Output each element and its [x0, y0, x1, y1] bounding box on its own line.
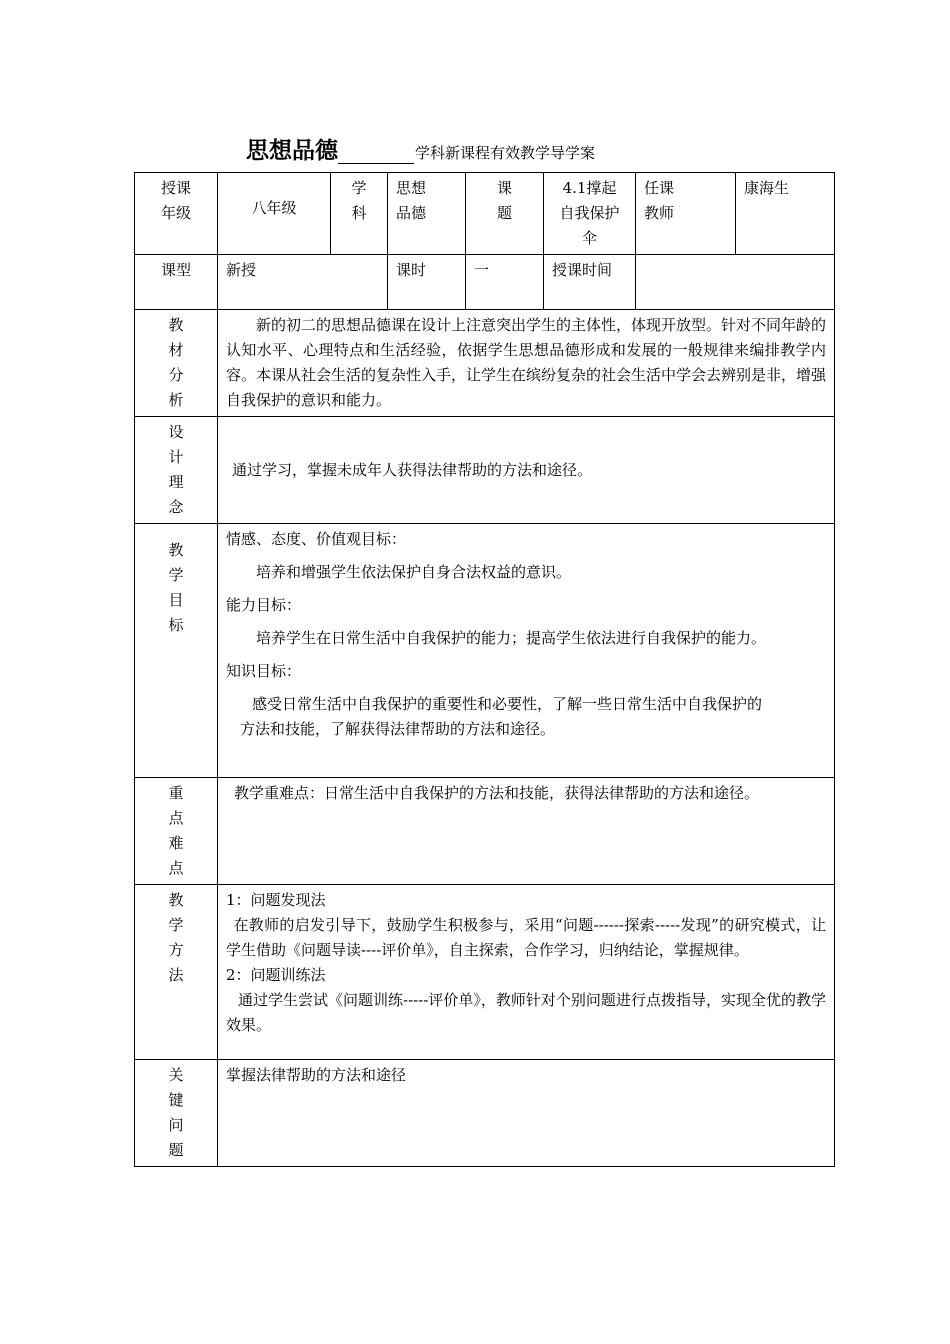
- teacher-label: 任课 教师: [636, 173, 736, 255]
- concept-text: 通过学习，掌握未成年人获得法律帮助的方法和途径。: [218, 417, 835, 524]
- lesson-plan-table: [134, 172, 835, 1167]
- subject-label: 学 科: [331, 173, 388, 255]
- type-label: 课型: [135, 255, 218, 310]
- time-value: [636, 255, 835, 310]
- method-2-text: 通过学生尝试《问题训练-----评价单》，教师针对个别问题进行点拨指导，实现全优的教学效果。: [226, 991, 826, 1034]
- goals-label: 教 学 目 标: [135, 524, 218, 778]
- analysis-text: 新的初二的思想品德课在设计上注意突出学生的主体性，体现开放型。针对不同年龄的认知水平、心理特点和生活经验，依据学生思想品德形成和发展的一般规律来编排教学内容。本课从社会生活的复杂性入手，让学生在缤纷复杂的社会生活中学会去辨别是非，增强自我保护的意识和能力。: [218, 310, 835, 417]
- concept-label: 设 计 理 念: [135, 417, 218, 524]
- row-header-info: [135, 173, 835, 255]
- knowledge-goal-text-2: 方法和技能，了解获得法律帮助的方法和途径。: [240, 720, 556, 738]
- key-question-text: 掌握法律帮助的方法和途径: [218, 1060, 835, 1167]
- time-label: 授课时间: [544, 255, 636, 310]
- analysis-label: 教 材 分 析: [135, 310, 218, 417]
- grade-value: 八年级: [218, 173, 331, 255]
- key-question-label: 关 键 问 题: [135, 1060, 218, 1167]
- method-1-text: 在教师的启发引导下，鼓励学生积极参与，采用“问题------探索-----发现”的研究模式，让学生借助《问题导读----评价单》，自主探索，合作学习，归纳结论，掌握规律。: [226, 916, 826, 959]
- document-title: [246, 134, 666, 164]
- emotion-goal-title: 情感、态度、价值观目标：: [226, 530, 407, 548]
- row-key-question: [135, 1060, 835, 1167]
- row-goals: [135, 524, 835, 778]
- row-methods: [135, 885, 835, 1060]
- title-rest: 学科新课程有效教学导学案: [415, 144, 596, 162]
- title-subject: 思想品德: [246, 138, 338, 164]
- emotion-goal-text: 培养和增强学生依法保护自身合法权益的意识。: [256, 563, 572, 581]
- ability-goal-text: 培养学生在日常生活中自我保护的能力；提高学生依法进行自我保护的能力。: [256, 629, 767, 647]
- methods-label: 教 学 方 法: [135, 885, 218, 1060]
- period-value: 一: [466, 255, 544, 310]
- knowledge-goal-title: 知识目标：: [226, 662, 302, 680]
- row-analysis: [135, 310, 835, 417]
- topic-label: 课 题: [466, 173, 544, 255]
- keypoints-label: 重 点 难 点: [135, 778, 218, 885]
- knowledge-goal-text-1: 感受日常生活中自我保护的重要性和必要性，了解一些日常生活中自我保护的: [252, 695, 763, 713]
- method-2-title: 2：问题训练法: [226, 966, 326, 984]
- row-keypoints: [135, 778, 835, 885]
- row-course-info: [135, 255, 835, 310]
- teacher-value: 康海生: [736, 173, 835, 255]
- grade-label: 授课 年级: [135, 173, 218, 255]
- method-1-title: 1：问题发现法: [226, 891, 326, 909]
- subject-value: 思想 品德: [388, 173, 466, 255]
- ability-goal-title: 能力目标：: [226, 596, 302, 614]
- methods-content: [218, 885, 835, 1060]
- topic-value: 4.1撑起 自我保护 伞: [544, 173, 636, 255]
- row-concept: [135, 417, 835, 524]
- type-value: 新授: [218, 255, 388, 310]
- title-underline: [338, 141, 414, 164]
- goals-content: [218, 524, 835, 778]
- keypoints-text: 教学重难点：日常生活中自我保护的方法和技能，获得法律帮助的方法和途径。: [218, 778, 835, 885]
- period-label: 课时: [388, 255, 466, 310]
